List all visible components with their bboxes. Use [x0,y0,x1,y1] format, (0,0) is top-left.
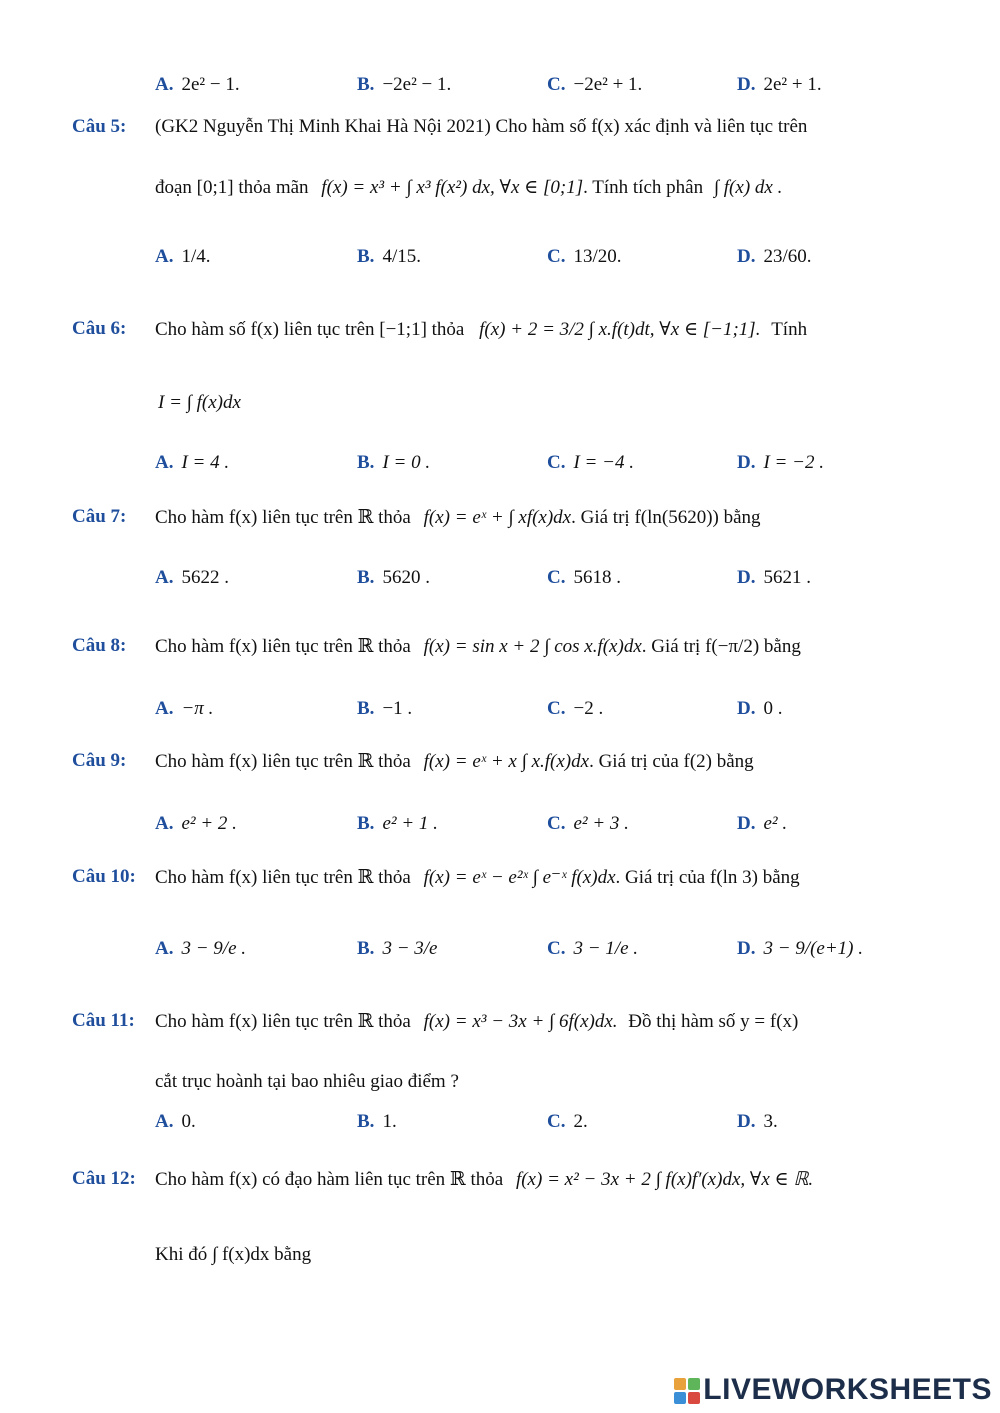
q9-tail: . Giá trị của f(2) bằng [589,751,754,772]
q11-line2: cắt trục hoành tại bao nhiêu giao điểm ? [155,1071,459,1092]
q8-option-c[interactable] [547,698,603,720]
option-text: 1. [382,1111,397,1132]
q9-option-c[interactable] [547,813,629,835]
option-text: 5622 . [181,567,229,588]
option-letter: C. [547,452,566,473]
q4-option-d[interactable] [737,74,822,96]
option-letter: C. [547,1111,566,1132]
q11-option-b[interactable] [357,1111,397,1133]
q7-option-d[interactable] [737,567,811,589]
option-letter: B. [357,74,375,95]
q9-option-b[interactable] [357,813,438,835]
q10-tail: . Giá trị của f(ln 3) bằng [615,867,800,888]
option-text: 3. [763,1111,778,1132]
q4-option-b[interactable] [357,74,451,96]
option-letter: A. [155,246,174,267]
q8-option-d[interactable] [737,698,782,720]
option-text: 3 − 9/e . [181,938,247,959]
q4-option-a[interactable] [155,74,240,96]
q5-line2-a: đoạn [0;1] thỏa mãn [155,177,309,198]
q5-option-d[interactable] [737,246,812,268]
option-text: 0. [181,1111,196,1132]
option-letter: C. [547,938,566,959]
option-text: −2 . [573,698,604,719]
q10-option-c[interactable] [547,938,638,960]
q10-option-d[interactable] [737,938,863,960]
q10-formula: f(x) = eˣ − e²ˣ ∫ e⁻ˣ f(x)dx [423,867,616,888]
q10-option-a[interactable] [155,938,246,960]
q12-label: Câu 12: [72,1168,136,1189]
q12-stem: Cho hàm f(x) có đạo hàm liên tục trên ℝ thỏa [155,1169,504,1190]
q8-option-b[interactable] [357,698,412,720]
option-text: 3 − 1/e . [573,938,639,959]
option-text: −1 . [382,698,413,719]
option-text: I = −2 . [763,452,824,473]
q10-stem: Cho hàm f(x) liên tục trên ℝ thỏa [155,867,411,888]
q11-stem: Cho hàm f(x) liên tục trên ℝ thỏa [155,1011,411,1032]
option-text: 13/20. [573,246,622,267]
q7-option-b[interactable] [357,567,430,589]
option-letter: B. [357,1111,375,1132]
q8-text [155,635,801,658]
option-text: 2. [573,1111,588,1132]
option-letter: C. [547,567,566,588]
option-letter: D. [737,813,756,834]
option-text: 23/60. [763,246,812,267]
q12-line2: Khi đó ∫ f(x)dx bằng [155,1244,312,1265]
option-text: 3 − 9/(e+1) . [763,938,863,959]
option-text: I = −4 . [573,452,634,473]
q7-stem: Cho hàm f(x) liên tục trên ℝ thỏa [155,507,411,528]
q6-option-b[interactable] [357,452,430,474]
option-text: 2e² + 1. [763,74,822,95]
q8-tail: . Giá trị f(−π/2) bằng [641,636,801,657]
option-text: 0 . [763,698,783,719]
q9-option-d[interactable] [737,813,787,835]
q7-label: Câu 7: [72,506,127,527]
q9-stem: Cho hàm f(x) liên tục trên ℝ thỏa [155,751,411,772]
option-letter: D. [737,452,756,473]
q7-option-a[interactable] [155,567,229,589]
option-letter: D. [737,698,756,719]
q9-option-a[interactable] [155,813,237,835]
option-text: e² + 2 . [181,813,237,834]
q11-tail: Đồ thị hàm số y = f(x) [628,1011,799,1032]
q7-text [155,506,761,529]
q7-formula: f(x) = eˣ + ∫ xf(x)dx [423,507,572,528]
q11-option-d[interactable] [737,1111,778,1133]
liveworksheets-watermark [674,1373,992,1407]
option-letter: A. [155,698,174,719]
q7-tail: . Giá trị f(ln(5620)) bằng [571,507,761,528]
q5-label: Câu 5: [72,116,127,137]
option-letter: A. [155,567,174,588]
q8-label: Câu 8: [72,635,127,656]
q10-option-b[interactable] [357,938,437,960]
q11-text [155,1010,798,1033]
q6-text [155,318,807,341]
q10-label: Câu 10: [72,866,136,887]
q5-line2 [155,176,782,199]
q5-line2-b: . Tính tích phân [583,177,704,198]
q12-formula: f(x) = x² − 3x + 2 ∫ f(x)f′(x)dx, ∀x ∈ ℝ. [515,1169,814,1190]
liveworksheets-logo-icon [674,1378,700,1404]
option-text: −2e² − 1. [382,74,452,95]
q5-formula: f(x) = x³ + ∫ x³ f(x²) dx, ∀x ∈ [0;1] [321,177,584,198]
q11-option-a[interactable] [155,1111,196,1133]
q6-stem: Cho hàm số f(x) liên tục trên [−1;1] thỏa [155,319,465,340]
q11-option-c[interactable] [547,1111,588,1133]
option-text: 2e² − 1. [181,74,240,95]
option-letter: C. [547,813,566,834]
q6-tail: Tính [771,319,808,340]
q6-label: Câu 6: [72,318,127,339]
option-letter: D. [737,1111,756,1132]
q12-text [155,1168,813,1191]
option-letter: B. [357,246,375,267]
option-text: 1/4. [181,246,211,267]
q11-label: Câu 11: [72,1010,135,1031]
option-letter: B. [357,813,375,834]
option-text: −π . [181,698,214,719]
q6-option-a[interactable] [155,452,229,474]
q5-text: (GK2 Nguyễn Thị Minh Khai Hà Nội 2021) Cho hàm số f(x) xác định và liên tục trên [155,116,808,137]
option-text: 3 − 3/e [382,938,438,959]
option-letter: A. [155,938,174,959]
q6-option-d[interactable] [737,452,824,474]
q5-integral: ∫ f(x) dx . [713,177,783,198]
q7-option-c[interactable] [547,567,621,589]
q6-line2: I = ∫ f(x)dx [158,392,241,413]
q5-option-a[interactable] [155,246,211,268]
q8-formula: f(x) = sin x + 2 ∫ cos x.f(x)dx [423,636,642,657]
option-text: −2e² + 1. [573,74,643,95]
option-letter: A. [155,452,174,473]
option-letter: D. [737,938,756,959]
q10-text [155,866,800,889]
q11-formula: f(x) = x³ − 3x + ∫ 6f(x)dx. [423,1011,618,1032]
option-letter: C. [547,698,566,719]
option-letter: D. [737,246,756,267]
option-letter: A. [155,813,174,834]
q5-option-b[interactable] [357,246,421,268]
option-text: 5620 . [382,567,430,588]
option-text: 5621 . [763,567,811,588]
q4-option-c[interactable] [547,74,642,96]
option-text: 4/15. [382,246,421,267]
option-letter: A. [155,1111,174,1132]
option-letter: C. [547,246,566,267]
option-text: e² + 1 . [382,813,438,834]
q6-option-c[interactable] [547,452,634,474]
option-text: e² + 3 . [573,813,629,834]
option-letter: B. [357,567,375,588]
q8-option-a[interactable] [155,698,213,720]
option-letter: B. [357,452,375,473]
q9-label: Câu 9: [72,750,127,771]
q5-option-c[interactable] [547,246,622,268]
option-text: e² . [763,813,788,834]
option-text: I = 4 . [181,452,230,473]
option-letter: D. [737,74,756,95]
q6-formula: f(x) + 2 = 3/2 ∫ x.f(t)dt, ∀x ∈ [−1;1]. [479,319,761,340]
option-text: 5618 . [573,567,621,588]
option-letter: A. [155,74,174,95]
option-letter: C. [547,74,566,95]
q8-stem: Cho hàm f(x) liên tục trên ℝ thỏa [155,636,411,657]
watermark-text: LIVEWORKSHEETS [703,1373,992,1406]
option-letter: D. [737,567,756,588]
option-text: I = 0 . [382,452,431,473]
option-letter: B. [357,938,375,959]
option-letter: B. [357,698,375,719]
q9-formula: f(x) = eˣ + x ∫ x.f(x)dx [423,751,590,772]
q9-text [155,750,754,773]
